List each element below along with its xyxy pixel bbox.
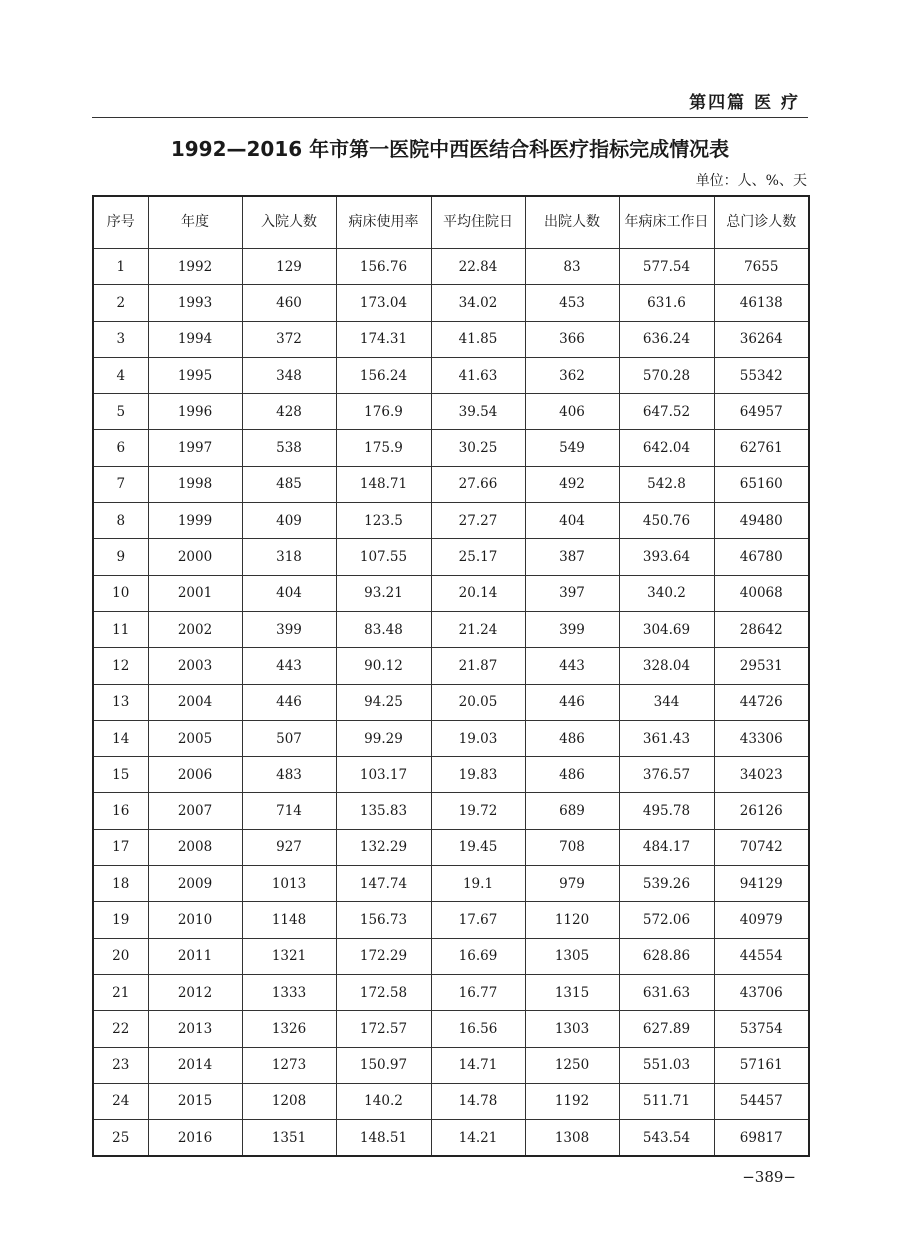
table-cell: 399 [525,611,619,647]
table-row [93,285,809,321]
table-cell: 361.43 [619,720,714,756]
table-row [93,1083,809,1119]
table-cell: 156.76 [336,249,431,285]
table-cell: 340.2 [619,575,714,611]
table-cell: 19.72 [431,793,525,829]
table-cell: 2010 [148,902,242,938]
table-cell: 53754 [714,1011,809,1047]
table-cell: 16.77 [431,974,525,1010]
table-cell: 1192 [525,1083,619,1119]
table-row [93,684,809,720]
table-cell: 1148 [242,902,336,938]
table-cell: 2005 [148,720,242,756]
table-cell: 21.24 [431,611,525,647]
table-row [93,938,809,974]
table-cell: 55342 [714,357,809,393]
table-cell: 54457 [714,1083,809,1119]
table-cell: 1999 [148,503,242,539]
table-cell: 1120 [525,902,619,938]
column-header: 年度 [148,196,242,249]
table-cell: 46138 [714,285,809,321]
table-cell: 1250 [525,1047,619,1083]
table-cell: 148.71 [336,466,431,502]
table-row [93,321,809,357]
table-row [93,793,809,829]
table-row [93,503,809,539]
table-cell: 41.63 [431,357,525,393]
table-cell: 714 [242,793,336,829]
unit-label: 单位：人、%、天 [695,173,807,189]
table-cell: 7 [93,466,148,502]
table-cell: 20.14 [431,575,525,611]
table-cell: 27.66 [431,466,525,502]
column-header: 出院人数 [525,196,619,249]
table-cell: 135.83 [336,793,431,829]
table-cell: 460 [242,285,336,321]
table-cell: 172.58 [336,974,431,1010]
table-cell: 409 [242,503,336,539]
table-cell: 21.87 [431,648,525,684]
table-cell: 538 [242,430,336,466]
table-cell: 17 [93,829,148,865]
table-cell: 19.45 [431,829,525,865]
table-cell: 443 [525,648,619,684]
table-cell: 2004 [148,684,242,720]
table-cell: 927 [242,829,336,865]
table-row [93,611,809,647]
table-cell: 40068 [714,575,809,611]
table-cell: 94.25 [336,684,431,720]
table-cell: 1996 [148,394,242,430]
table-cell: 43706 [714,974,809,1010]
table-cell: 93.21 [336,575,431,611]
table-cell: 551.03 [619,1047,714,1083]
table-row [93,249,809,285]
table-cell: 2008 [148,829,242,865]
table-cell: 543.54 [619,1120,714,1157]
table-row [93,1047,809,1083]
table-cell: 486 [525,757,619,793]
table-cell: 15 [93,757,148,793]
table-cell: 69817 [714,1120,809,1157]
table-cell: 83 [525,249,619,285]
table-cell: 1351 [242,1120,336,1157]
column-header: 总门诊人数 [714,196,809,249]
table-cell: 627.89 [619,1011,714,1047]
table-cell: 2009 [148,866,242,902]
column-header: 序号 [93,196,148,249]
table-cell: 1208 [242,1083,336,1119]
table-cell: 20.05 [431,684,525,720]
table-cell: 1273 [242,1047,336,1083]
table-cell: 28642 [714,611,809,647]
table-cell: 44554 [714,938,809,974]
table-cell: 1333 [242,974,336,1010]
table-cell: 90.12 [336,648,431,684]
table-cell: 140.2 [336,1083,431,1119]
table-cell: 570.28 [619,357,714,393]
table-cell: 19 [93,902,148,938]
table-cell: 1 [93,249,148,285]
table-cell: 1997 [148,430,242,466]
table-cell: 44726 [714,684,809,720]
table-cell: 175.9 [336,430,431,466]
table-row [93,1120,809,1157]
table-cell: 485 [242,466,336,502]
table-cell: 156.24 [336,357,431,393]
table-cell: 628.86 [619,938,714,974]
table-cell: 304.69 [619,611,714,647]
table-cell: 2000 [148,539,242,575]
table-cell: 539.26 [619,866,714,902]
table-cell: 26126 [714,793,809,829]
table-cell: 979 [525,866,619,902]
table-cell: 83.48 [336,611,431,647]
table-cell: 344 [619,684,714,720]
table-cell: 12 [93,648,148,684]
table-cell: 9 [93,539,148,575]
table-row [93,466,809,502]
table-cell: 43306 [714,720,809,756]
table-cell: 176.9 [336,394,431,430]
table-cell: 1315 [525,974,619,1010]
table-cell: 70742 [714,829,809,865]
table-cell: 495.78 [619,793,714,829]
table-cell: 14 [93,720,148,756]
table-cell: 11 [93,611,148,647]
table-cell: 3 [93,321,148,357]
table-cell: 689 [525,793,619,829]
table-cell: 399 [242,611,336,647]
table-cell: 14.78 [431,1083,525,1119]
table-body [93,249,809,1157]
table-cell: 64957 [714,394,809,430]
table-cell: 450.76 [619,503,714,539]
column-header: 病床使用率 [336,196,431,249]
table-cell: 2 [93,285,148,321]
table-cell: 132.29 [336,829,431,865]
table-row [93,974,809,1010]
table-title: 1992—2016 年市第一医院中西医结合科医疗指标完成情况表 [170,137,730,161]
table-cell: 2012 [148,974,242,1010]
table-cell: 19.83 [431,757,525,793]
table-cell: 18 [93,866,148,902]
table-cell: 362 [525,357,619,393]
table-cell: 631.6 [619,285,714,321]
table-cell: 328.04 [619,648,714,684]
table-cell: 2015 [148,1083,242,1119]
table-cell: 19.1 [431,866,525,902]
table-cell: 94129 [714,866,809,902]
table-cell: 27.27 [431,503,525,539]
table-cell: 1305 [525,938,619,974]
table-cell: 549 [525,430,619,466]
table-cell: 14.21 [431,1120,525,1157]
table-cell: 4 [93,357,148,393]
table-row [93,866,809,902]
table-cell: 486 [525,720,619,756]
table-cell: 1993 [148,285,242,321]
table-cell: 34023 [714,757,809,793]
table-cell: 147.74 [336,866,431,902]
chapter-header: 第四篇 医 疗 [689,93,800,113]
table-cell: 2002 [148,611,242,647]
table-row [93,902,809,938]
table-cell: 103.17 [336,757,431,793]
table-cell: 443 [242,648,336,684]
header-rule [92,117,808,118]
table-cell: 2013 [148,1011,242,1047]
table-cell: 376.57 [619,757,714,793]
table-cell: 2007 [148,793,242,829]
table-cell: 446 [242,684,336,720]
table-row [93,720,809,756]
page-number: −389− [742,1168,796,1186]
column-header: 入院人数 [242,196,336,249]
table-cell: 123.5 [336,503,431,539]
table-cell: 1303 [525,1011,619,1047]
table-cell: 1998 [148,466,242,502]
table-row [93,757,809,793]
table-cell: 156.73 [336,902,431,938]
table-cell: 397 [525,575,619,611]
table-cell: 507 [242,720,336,756]
table-cell: 2001 [148,575,242,611]
table-cell: 404 [525,503,619,539]
table-cell: 372 [242,321,336,357]
table-cell: 16.69 [431,938,525,974]
table-cell: 404 [242,575,336,611]
table-row [93,1011,809,1047]
table-cell: 25 [93,1120,148,1157]
table-cell: 387 [525,539,619,575]
table-cell: 49480 [714,503,809,539]
table-cell: 1326 [242,1011,336,1047]
table-cell: 22 [93,1011,148,1047]
table-cell: 16 [93,793,148,829]
table-cell: 57161 [714,1047,809,1083]
table-cell: 1013 [242,866,336,902]
table-cell: 428 [242,394,336,430]
table-cell: 5 [93,394,148,430]
table-row [93,430,809,466]
table-cell: 647.52 [619,394,714,430]
table-cell: 631.63 [619,974,714,1010]
table-cell: 1995 [148,357,242,393]
table-cell: 46780 [714,539,809,575]
table-cell: 1308 [525,1120,619,1157]
table-cell: 511.71 [619,1083,714,1119]
table-cell: 17.67 [431,902,525,938]
table-row [93,648,809,684]
table-cell: 21 [93,974,148,1010]
table-cell: 24 [93,1083,148,1119]
table-cell: 577.54 [619,249,714,285]
table-cell: 107.55 [336,539,431,575]
table-cell: 20 [93,938,148,974]
table-cell: 19.03 [431,720,525,756]
table-cell: 16.56 [431,1011,525,1047]
table-row [93,539,809,575]
table-cell: 150.97 [336,1047,431,1083]
table-cell: 1992 [148,249,242,285]
table-cell: 2006 [148,757,242,793]
table-cell: 2011 [148,938,242,974]
table-cell: 642.04 [619,430,714,466]
table-cell: 129 [242,249,336,285]
column-header: 平均住院日 [431,196,525,249]
table-row [93,357,809,393]
table-cell: 1321 [242,938,336,974]
table-cell: 14.71 [431,1047,525,1083]
table-cell: 30.25 [431,430,525,466]
table-row [93,575,809,611]
table-cell: 572.06 [619,902,714,938]
table-cell: 99.29 [336,720,431,756]
table-cell: 39.54 [431,394,525,430]
table-cell: 366 [525,321,619,357]
table-cell: 148.51 [336,1120,431,1157]
table-cell: 36264 [714,321,809,357]
table-cell: 173.04 [336,285,431,321]
table-cell: 2014 [148,1047,242,1083]
table-cell: 8 [93,503,148,539]
table-cell: 393.64 [619,539,714,575]
table-cell: 172.29 [336,938,431,974]
table-cell: 453 [525,285,619,321]
table-header-row [93,196,809,249]
table-cell: 492 [525,466,619,502]
table-cell: 10 [93,575,148,611]
table-cell: 446 [525,684,619,720]
table-cell: 6 [93,430,148,466]
table-cell: 13 [93,684,148,720]
table-cell: 34.02 [431,285,525,321]
table-cell: 174.31 [336,321,431,357]
table-cell: 23 [93,1047,148,1083]
table-cell: 542.8 [619,466,714,502]
table-cell: 406 [525,394,619,430]
table-cell: 2003 [148,648,242,684]
medical-indicators-table [92,195,810,1157]
table-cell: 25.17 [431,539,525,575]
table-cell: 484.17 [619,829,714,865]
table-cell: 348 [242,357,336,393]
table-cell: 62761 [714,430,809,466]
table-cell: 41.85 [431,321,525,357]
table-cell: 636.24 [619,321,714,357]
column-header: 年病床工作日 [619,196,714,249]
table-cell: 318 [242,539,336,575]
table-cell: 65160 [714,466,809,502]
table-cell: 708 [525,829,619,865]
table-row [93,829,809,865]
table-cell: 29531 [714,648,809,684]
table-cell: 22.84 [431,249,525,285]
table-cell: 40979 [714,902,809,938]
table-cell: 483 [242,757,336,793]
table-cell: 2016 [148,1120,242,1157]
table-cell: 7655 [714,249,809,285]
table-cell: 172.57 [336,1011,431,1047]
table-row [93,394,809,430]
table-cell: 1994 [148,321,242,357]
